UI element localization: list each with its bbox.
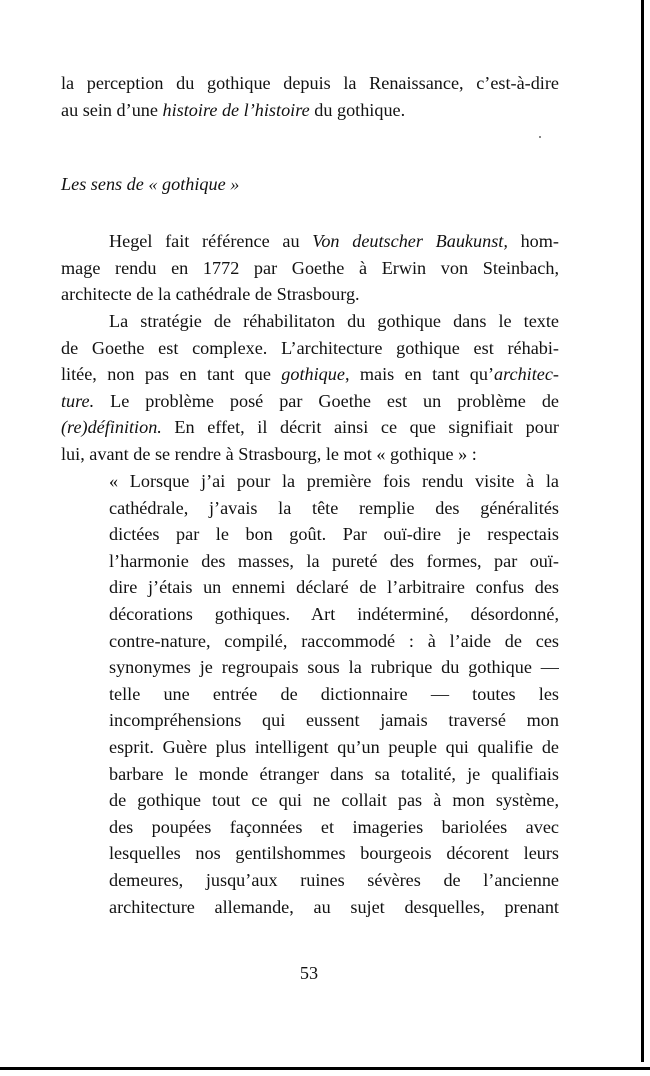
paragraph-1-line-2: mage rendu en 1772 par Goethe à Erwin von Steinbach, — [61, 257, 559, 278]
paragraph-2-line-6: lui, avant de se rendre à Strasbourg, le mot « gothique » : — [61, 443, 477, 464]
p2-l5-italic: (re)définition. — [61, 417, 162, 438]
block-quote — [109, 468, 559, 920]
quote-line: l’harmonie des masses, la pureté des formes, par ouï- — [109, 550, 559, 571]
quote-line: dire j’étais un ennemi déclaré de l’arbitraire confus des — [109, 577, 559, 598]
scan-speck — [539, 136, 541, 138]
paragraph-2 — [61, 308, 559, 468]
quote-line: synonymes je regroupais sous la rubrique du gothique — — [109, 657, 559, 678]
p2-l3-text: litée, non pas en tant que — [61, 364, 282, 385]
p2-l3-italic-2: architec- — [494, 364, 559, 385]
quote-line: de gothique tout ce qui ne collait pas à mon système, — [109, 790, 559, 811]
intro-line-2-end: du gothique. — [309, 99, 406, 120]
quote-line: barbare le monde étranger dans sa totalité, je qualifiais — [109, 763, 559, 784]
p2-l5-text: En effet, il décrit ainsi ce que signifiait pour — [161, 417, 559, 438]
p2-l4-text: Le problème posé par Goethe est un problème de — [94, 390, 559, 411]
p2-l3-qu: qu’ — [469, 364, 495, 385]
quote-line: des poupées façonnées et imageries bariolées avec — [109, 816, 559, 837]
intro-line-1: la perception du gothique depuis la Renaissance, c’est-à-dire — [61, 73, 559, 93]
page-number: 53 — [299, 963, 319, 983]
intro-line-2-italic: histoire de l’histoire — [162, 99, 310, 120]
scan-border-right — [641, 0, 644, 1062]
quote-line: incompréhensions qui eussent jamais traversé mon — [109, 710, 559, 731]
paragraph-2-line-4 — [61, 388, 559, 415]
paragraph-2-line-1: La stratégie de réhabilitaton du gothique dans le texte — [109, 311, 559, 331]
paragraph-2-line-5 — [61, 414, 559, 441]
p1-l1-end: hom- — [507, 231, 559, 251]
intro-paragraph — [61, 70, 559, 123]
quote-line: cathédrale, j’avais la tête remplie des généralités — [109, 497, 559, 518]
intro-line-2-text: au sein d’une — [61, 99, 163, 120]
quote-line: telle une entrée de dictionnaire — toutes les — [109, 683, 559, 704]
p2-l3-mid: , mais en tant — [344, 364, 470, 385]
section-heading: Les sens de « gothique » — [61, 174, 240, 194]
scan-border-bottom — [0, 1067, 650, 1070]
paragraph-2-line-2: de Goethe est complexe. L’architecture gothique est réhabi- — [61, 337, 559, 358]
paragraph-2-line-3 — [61, 361, 559, 388]
quote-line: dictées par le bon goût. Par ouï-dire je respectais — [109, 524, 559, 545]
paragraph-1-line-1 — [61, 228, 559, 255]
p1-l1-text: Hegel fait référence au — [109, 231, 313, 251]
quote-line: contre-nature, compilé, raccommodé : à l’aide de ces — [109, 630, 559, 651]
intro-line-2 — [61, 97, 559, 124]
paragraph-1 — [61, 228, 559, 308]
p2-l4-italic: ture. — [61, 390, 95, 411]
quote-line: « Lorsque j’ai pour la première fois rendu visite à la — [109, 471, 559, 491]
p2-l3-italic-1: gothique — [281, 364, 345, 385]
p1-l1-italic: Von deutscher Baukunst, — [312, 231, 508, 251]
quote-line: demeures, jusqu’aux ruines sévères de l’ancienne — [109, 869, 559, 890]
paragraph-1-line-3: architecte de la cathédrale de Strasbourg. — [61, 284, 360, 305]
quote-line: lesquelles nos gentilshommes bourgeois décorent leurs — [109, 843, 559, 864]
quote-line: architecture allemande, au sujet desquelles, prenant — [109, 896, 559, 917]
quote-line: esprit. Guère plus intelligent qu’un peuple qui qualifie de — [109, 736, 559, 757]
quote-line: décorations gothiques. Art indéterminé, désordonné, — [109, 603, 559, 624]
